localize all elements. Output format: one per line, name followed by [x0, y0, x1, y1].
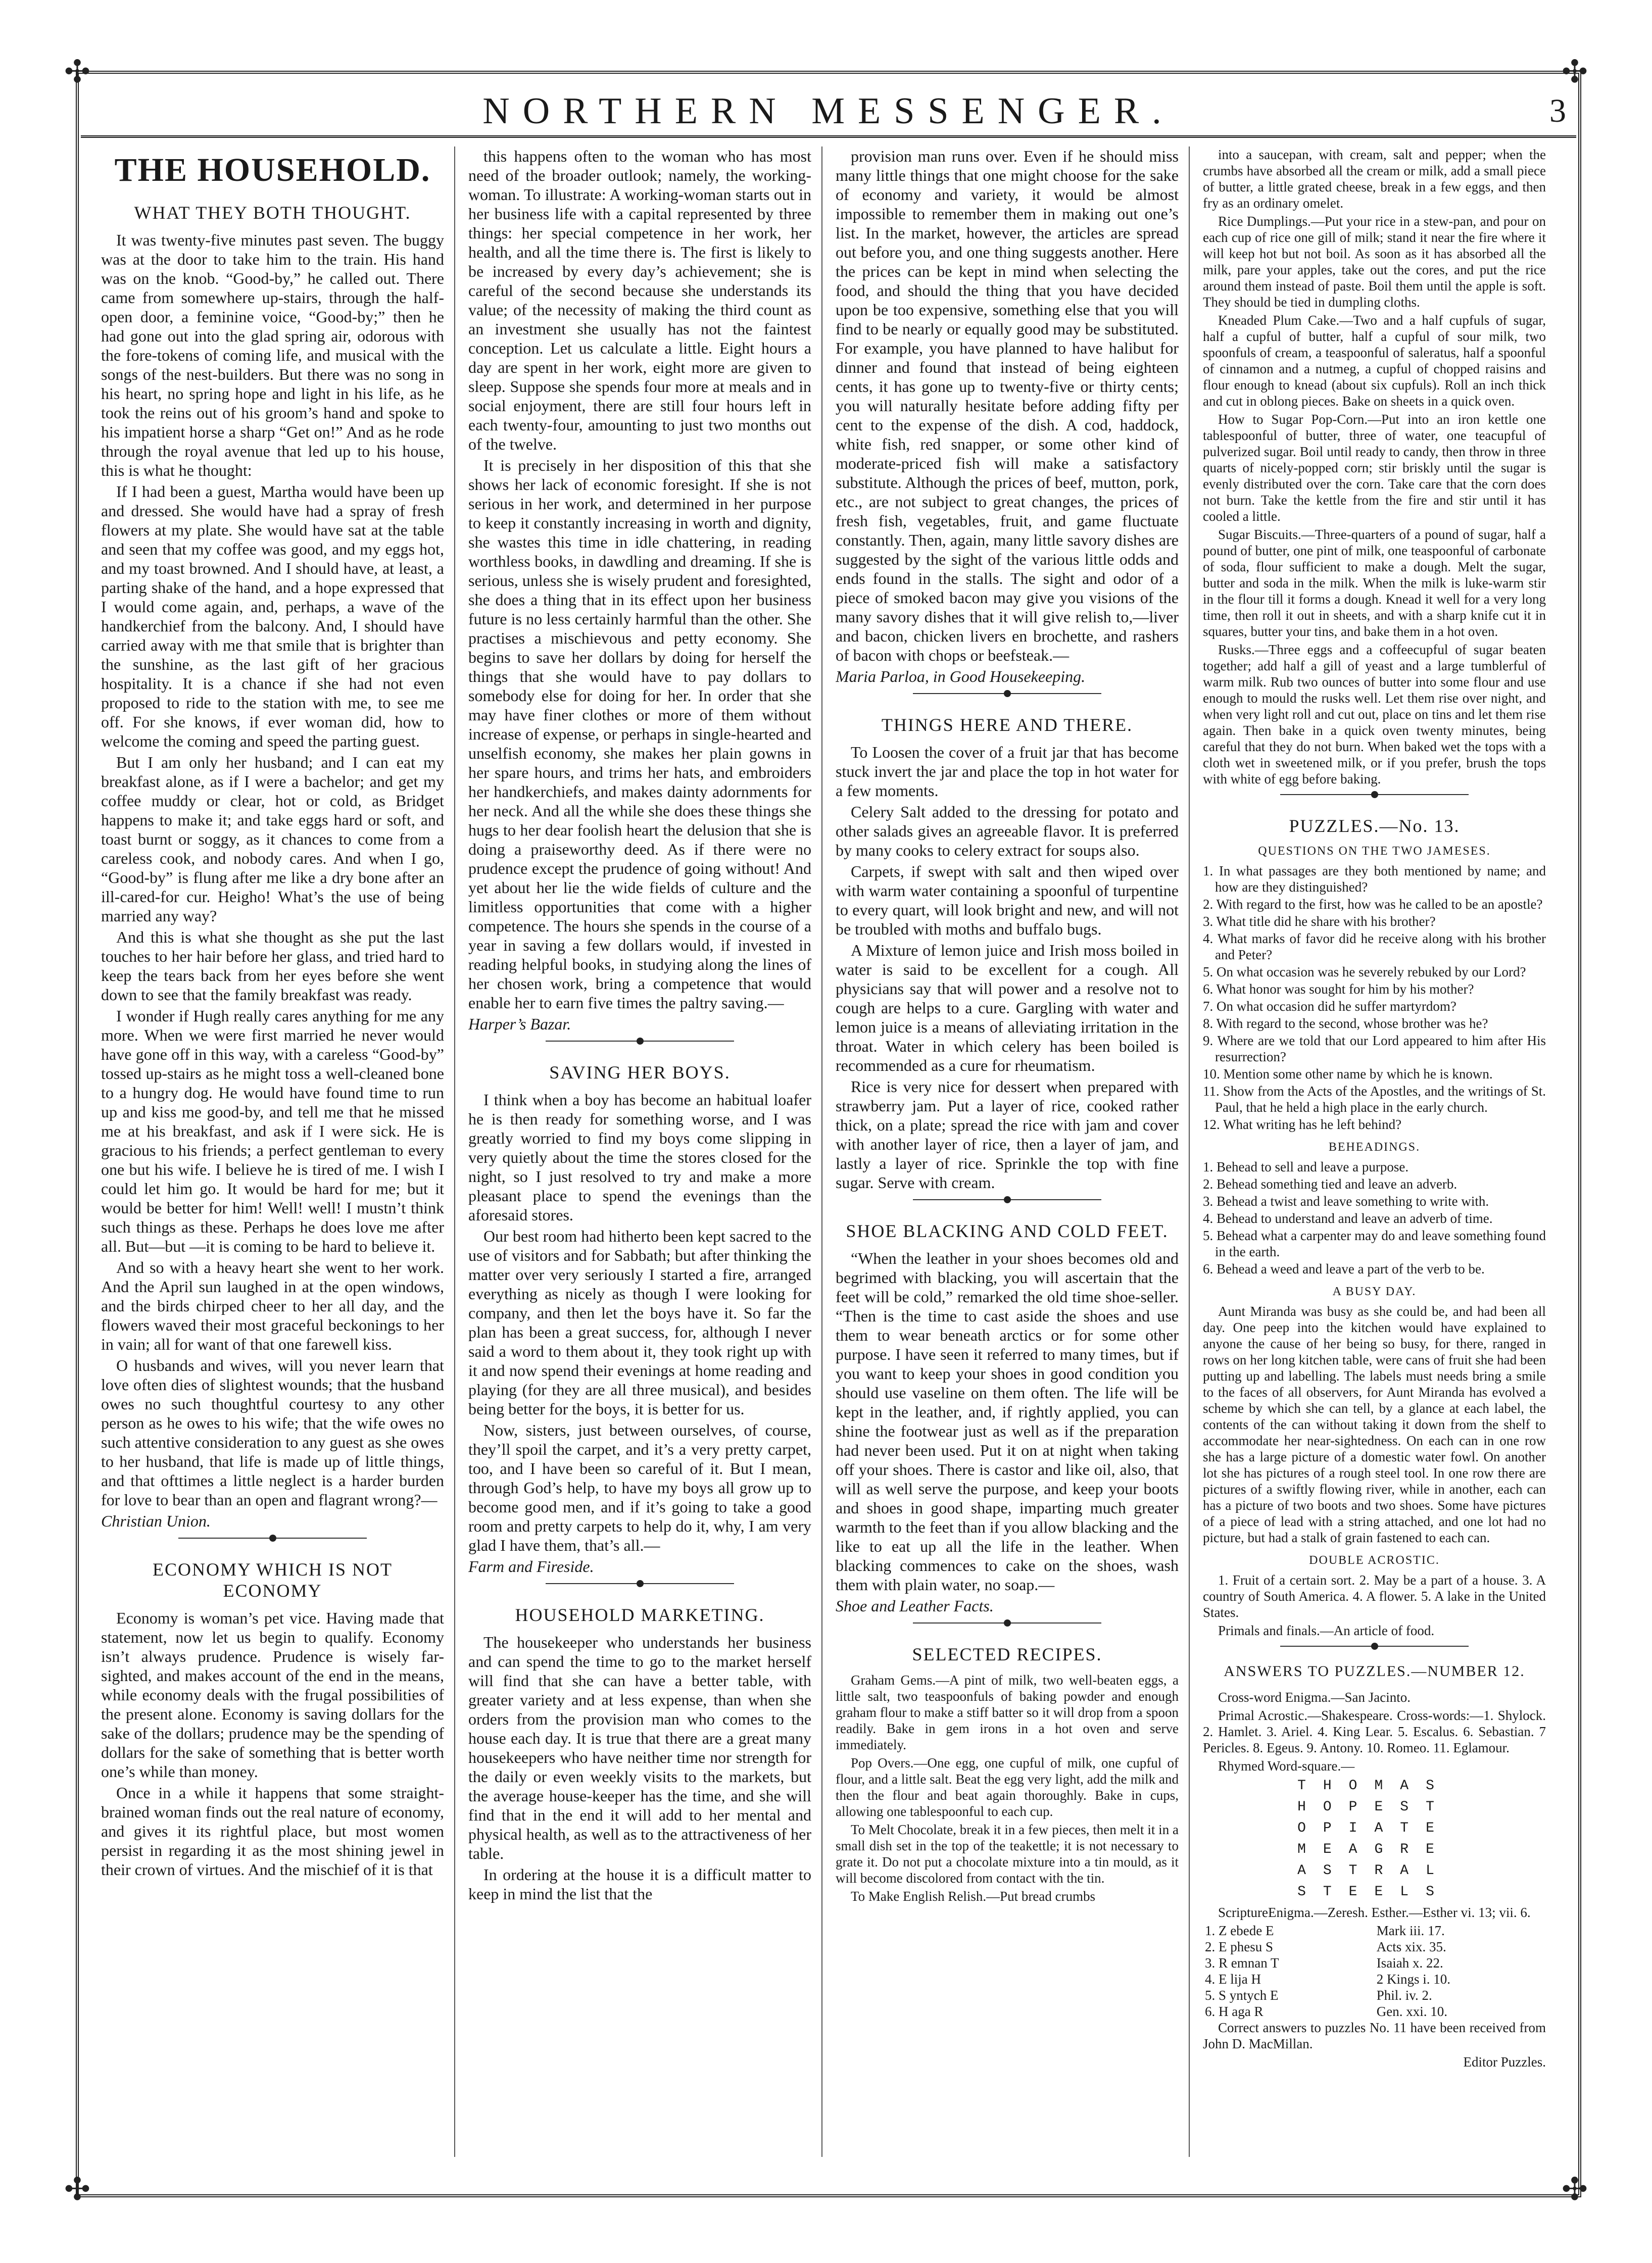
paragraph: Rhymed Word-square.—: [1218, 1758, 1355, 1774]
table-row: [1203, 1923, 1546, 1939]
word-square-row: MEAGRE: [1297, 1842, 1451, 1857]
paragraph: Sugar Biscuits.—Three-quarters of a pound of sugar, half a pound of butter, one pint of milk, one teaspoonful of carbonate of soda, flour sufficient to make a dough. Melt the sugar, butter and soda in the milk. When the milk is luke-warm stir in the flour till it forms a dough. Knead it well for a very long time, then roll it out in sheets, and with a sharp knife cut it in squares, butter your tins, and bake them in a hot oven.: [1203, 527, 1546, 639]
table-cell: Acts xix. 35.: [1376, 1939, 1446, 1954]
paragraph: Cross-word Enigma.—San Jacinto.: [1218, 1690, 1411, 1705]
newspaper-title: NORTHERN MESSENGER.: [482, 90, 1175, 132]
article-credit: Shoe and Leather Facts.: [836, 1597, 994, 1615]
list-item: 6. Behead a weed and leave a part of the verb to be.: [1203, 1261, 1485, 1276]
paragraph: provision man runs over. Even if he should miss many little things that one might choose for the sake of economy and variety, it would be almost impossible to remember them in making out one’s list. In the market, however, the articles are spread out before you, and one thing suggests another. Here the prices can be kept in mind when selecting the food, and should the thing that you have decided upon be too expensive, something else that you will find to be nearly or equally good may be substituted. For example, you have planned to have halibut for dinner and found that instead of being eighteen cents, it has gone up to twenty-five or thirty cents; you will naturally hesitate before adding fifty per cent to the expense of the dish. A cod, haddock, white fish, red snapper, or some other kind of moderate-priced fish will make a satisfactory substitute. Although the prices of beef, mutton, pork, etc., are not subject to great changes, the prices of fresh fish, vegetables, fruit, and game fluctuate constantly. Then, again, many little savory dishes are suggested by the sight of the various little odds and ends found in the stalls. The sight and odor of a piece of smoked bacon may give you visions of the many savory dishes that it will give relish to,—liver and bacon, chicken livers en brochette, and rashers of bacon with chops or beefsteak.—: [836, 147, 1179, 664]
paragraph: And this is what she thought as she put the last touches to her hair before her glass, and tried hard to keep the tears back from her eyes before she went down to see that the family breakfast was ready.: [101, 928, 444, 1004]
answers-title: ANSWERS TO PUZZLES.—NUMBER 12.: [1224, 1663, 1525, 1680]
divider-ornament: [913, 693, 1101, 701]
list-item: 11. Show from the Acts of the Apostles, and the writings of St. Paul, that he held a high place in the early church.: [1203, 1084, 1546, 1115]
list-item: 1. Behead to sell and leave a purpose.: [1203, 1159, 1409, 1174]
paragraph: In ordering at the house it is a difficult matter to keep in mind the list that the: [468, 1865, 811, 1903]
article-body-saving-her-boys: [468, 1090, 811, 1555]
page-number: 3: [1549, 92, 1566, 129]
list-item: 12. What writing has he left behind?: [1203, 1117, 1402, 1132]
paragraph: A Mixture of lemon juice and Irish moss boiled in water is said to be excellent for a cough. All physicians say that will power and a resolve not to cough are helps to a cure. Gargling with water and lemon juice is a means of alleviating irritation in the throat. Water in which celery has been boiled is recommended as a cure for rheumatism.: [836, 941, 1179, 1074]
recipes-continued: [1203, 146, 1546, 787]
table-cell: 3. R emnan T: [1205, 1955, 1279, 1971]
paragraph: Rice Dumplings.—Put your rice in a stew-pan, and pour on each cup of rice one gill of milk; stand it near the fire where it will keep hot but not boil. As soon as it has absorbed all the milk, pare your apples, take out the cores, and put the rice around them instead of paste. Boil them until the apple is soft. They should be tied in dumpling cloths.: [1203, 214, 1546, 310]
article-credit: Farm and Fireside.: [468, 1557, 594, 1576]
paragraph: Kneaded Plum Cake.—Two and a half cupfuls of sugar, half a cupful of butter, half a cupful of sour milk, two spoonfuls of cream, a teaspoonful of saleratus, half a spoonful of cinnamon and a nutmeg, a cupful of chopped raisins and flour enough to knead (about six cupfuls). Roll an inch thick and cut in oblong pieces. Bake on sheets in a quick oven.: [1203, 313, 1546, 409]
paragraph: To Loosen the cover of a fruit jar that has become stuck invert the jar and place the top in hot water for a few moments.: [836, 743, 1179, 800]
article-title-shoe-blacking: SHOE BLACKING AND COLD FEET.: [846, 1221, 1169, 1241]
table-cell: 2. E phesu S: [1205, 1939, 1273, 1954]
list-item: 10. Mention some other name by which he is known.: [1203, 1066, 1493, 1081]
list-item: 4. Behead to understand and leave an adverb of time.: [1203, 1211, 1493, 1226]
paragraph: Primal Acrostic.—Shakespeare. Cross-words:—1. Shylock. 2. Hamlet. 3. Ariel. 4. King Lear. 5. Escalus. 6. Sebastian. 7 Pericles. 8. Egeus. 9. Antony. 10. Romeo. 11. Eglamour.: [1203, 1708, 1546, 1755]
table-row: [1203, 2003, 1546, 2020]
article-credit: Harper’s Bazar.: [468, 1015, 571, 1033]
table-cell: 1. Z ebede E: [1205, 1923, 1274, 1938]
busy-day-text: Aunt Miranda was busy as she could be, and had been all day. One peep into the kitchen would have explained to anyone the cause of her being so busy, for there, ranged in rows on her long kitchen table, were cans of fruit she had been putting up and labelling. The labels must needs bring a smile to the faces of all observers, for Aunt Miranda has evolved a scheme by which she can tell, by a glance at each label, the contents of the can without taking it down from the shelf to accommodate her near-sightedness. On each can in one row she has a large picture of a domestic water fowl. On another lot she has pictures of a rough steel tool. In one row there are pictures of a swiftly flowing river, while in another, each can has a picture of two boots and two shoes. Some have pictures of a piece of lead with a string attached, and one lot had no picture, but had a stalk of grain fastened to each can.: [1203, 1304, 1546, 1545]
table-row: [1203, 1939, 1546, 1955]
paragraph: Now, sisters, just between ourselves, of course, they’ll spoil the carpet, and it’s a very pretty carpet, too, and I have been so careful of it. But I mean, through God’s help, to have my boys all grow up to become good men, and if it’s going to take a good room and pretty carpets to help do it, why, I am very glad I have them, that’s all.—: [468, 1421, 811, 1554]
list-item: 5. Behead what a carpenter may do and leave something found in the earth.: [1203, 1228, 1546, 1259]
paragraph: O husbands and wives, will you never learn that love often dies of slightest wounds; that the husband owes no such thoughtful courtesy to any other person as he owes to his wife; that the wife owes no such attentive consideration to any guest as she owes to her husband, that life is made up of little things, and that ofttimes a little neglect is a harder burden for love to bear than an open and flagrant wrong?—: [101, 1356, 444, 1509]
table-cell: Gen. xxi. 10.: [1376, 2004, 1447, 2019]
article-credit: Maria Parloa, in Good Housekeeping.: [836, 667, 1086, 685]
paragraph: into a saucepan, with cream, salt and pepper; when the crumbs have absorbed all the cream or milk, add a small piece of butter, a little grated cheese, break in a few eggs, and then fry as an ordinary omelet.: [1203, 147, 1546, 211]
puzzles-title: PUZZLES.—No. 13.: [1289, 816, 1460, 836]
divider-ornament: [546, 1583, 734, 1591]
article-title-saving-her-boys: SAVING HER BOYS.: [549, 1062, 731, 1083]
word-square: [1203, 1777, 1546, 1901]
list-item: 3. Behead a twist and leave something to write with.: [1203, 1194, 1489, 1209]
editor-signature: Editor Puzzles.: [1463, 2054, 1546, 2070]
word-square-row: THOMAS: [1297, 1778, 1451, 1794]
divider-ornament: [178, 1538, 367, 1546]
article-body-shoe-blacking: [836, 1249, 1179, 1594]
questions-heading: QUESTIONS ON THE TWO JAMESES.: [1258, 845, 1491, 858]
article-body-things-here-and-there: [836, 743, 1179, 1192]
beheadings-heading: BEHEADINGS.: [1328, 1141, 1421, 1154]
paragraph: Celery Salt added to the dressing for potato and other salads gives an agreeable flavor. It is preferred by many cooks to celery extract for soups also.: [836, 803, 1179, 859]
table-cell: Phil. iv. 2.: [1376, 1988, 1432, 2003]
article-body-household-marketing: [468, 1633, 811, 1903]
paragraph: Our best room had hitherto been kept sacred to the use of visitors and for Sabbath; but after thinking the matter over very seriously I started a fire, arranged everything as nicely as though I were looking for company, and then let the boys have it. So far the plan has been a great success, for, although I never said a word to them about it, they took right up with it and now spend their evenings at home reading and playing (for they are all three musical), and besides being better for the boys, it is better for us.: [468, 1227, 811, 1418]
busy-day-heading: A BUSY DAY.: [1332, 1285, 1417, 1298]
scripture-enigma: ScriptureEnigma.—Zeresh. Esther.—Esther vi. 13; vii. 6.: [1218, 1905, 1531, 1920]
corner-ornament-top-right: ✣: [1562, 55, 1588, 89]
list-item: 5. On what occasion was he severely rebuked by our Lord?: [1203, 964, 1526, 979]
questions-list: [1203, 863, 1546, 1133]
article-body-marketing-continued: [836, 146, 1179, 665]
double-acrostic-note: Primals and finals.—An article of food.: [1218, 1623, 1435, 1638]
article-body-what-they-both-thought: [101, 230, 444, 1509]
paragraph: Pop Overs.—One egg, one cupful of milk, one cupful of flour, and a little salt. Beat the egg very light, add the milk and then the flour and beat again thoroughly. Bake in cups, allowing one tablespoonful to each cup.: [836, 1755, 1179, 1819]
paragraph: Rusks.—Three eggs and a coffeecupful of sugar beaten together; add half a gill of yeast and a large tumblerful of warm milk. Rub two ounces of butter into some flour and use enough to mould the rusks well. Let them rise over night, and when very light roll and cut out, place on tins and let them rise again. Then bake in a quick oven twenty minutes, being careful that they do not burn. When baked wet the tops with a cloth wet in sweetened milk, or if you prefer, brush the tops with white of egg before baking.: [1203, 642, 1546, 786]
paragraph: this happens often to the woman who has most need of the broader outlook; namely, the working-woman. To illustrate: A working-woman starts out in her business life with a capital represented by three things: her special competence in her work, her health, and all the time there is. The first is likely to be increased by every day’s achievement; she is careful of the second because she understands its value; of the necessity of making the third count as an investment she usually has not the faintest conception. Let us calculate a little. Eight hours a day are spent in her work, eight more are given to sleep. Suppose she spends four more at meals and in social enjoyment, there are still four hours left in each twenty-four, amounting to just two months out of the twelve.: [468, 147, 811, 453]
paragraph: How to Sugar Pop-Corn.—Put into an iron kettle one tablespoonful of butter, three of water, one teacupful of pulverized sugar. Boil until ready to candy, then throw in three quarts of nicely-popped corn; stir briskly until the sugar is evenly distributed over the corn. Take care that the corn does not burn. Take the kettle from the fire and stir until it has cooled a little.: [1203, 412, 1546, 524]
paragraph: I wonder if Hugh really cares anything for me any more. When we were first married he never would have gone off in this way, with a careless “Good-by” tossed up-stairs as he might toss a well-cleaned bone to a hungry dog. He would have found time to run up and kiss me good-by, and tell me that he missed me at his breakfast, and ask if I were sick. He is gracious to his friends; a perfect gentleman to every one but his wife. I believe he is tired of me. I wish I could let him go. It would be hard for me; but it would be better for him! Well! well! I mustn’t think such things as these. Perhaps he does love me after all. But—but —it is coming to be hard to believe it.: [101, 1007, 444, 1255]
paragraph: Carpets, if swept with salt and then wiped over with warm water containing a spoonful of turpentine to every quart, will look bright and new, and will not be troubled with moths and buffalo bugs.: [836, 862, 1179, 938]
divider-ornament: [546, 1041, 734, 1049]
list-item: 2. With regard to the first, how was he called to be an apostle?: [1203, 897, 1543, 912]
table-row: [1203, 1971, 1546, 1987]
article-title-economy: ECONOMY WHICH IS NOT ECONOMY: [153, 1559, 393, 1601]
word-square-row: ASTRAL: [1297, 1863, 1451, 1879]
paragraph: Graham Gems.—A pint of milk, two well-beaten eggs, a little salt, two teaspoonfuls of baking powder and enough graham flour to make a stiff batter so it will drop from a spoon readily. Bake in gem irons in a hot oven and serve immediately.: [836, 1672, 1179, 1752]
paragraph: “When the leather in your shoes becomes old and begrimed with blacking, you will ascertain that the feet will be cold,” remarked the old time shoe-seller. “Then is the time to cast aside the shoes and use them to wear beneath arctics or for some other purpose. I have seen it referred to many times, but if you want to keep your shoes in good condition you should use vaseline on them often. The life will be kept in the leather, and, if rightly applied, you can shine the footwear just as well as if the preparation had never been used. Put it on at night when taking off your shoes. There is castor and like oil, also, that will as well serve the purpose, and keep your boots and shoes in good shape, imparting much greater warmth to the feet than if you allow blacking and the like to eat up all the life in the leather. When blacking commences to cake on the shoes, wash them with plain water, no soap.—: [836, 1249, 1179, 1594]
column-4: [1203, 146, 1556, 2157]
article-body-selected-recipes: [836, 1672, 1179, 1904]
corner-ornament-top-left: ✣: [64, 55, 90, 89]
paragraph: Economy is woman’s pet vice. Having made that statement, now let us begin to qualify. Economy isn’t always prudence. Prudence is wisely far-sighted, and makes account of the end in the means, while economy deals with the frugal possibilities of the present alone. Economy is saving dollars for the sake of the dollars; prudence may be the spending of dollars for the sake of something that is better worth one’s while than money.: [101, 1609, 444, 1781]
column-1: [101, 146, 455, 2157]
table-cell: Isaiah x. 22.: [1376, 1955, 1443, 1971]
paragraph: If I had been a guest, Martha would have been up and dressed. She would have had a spray of fresh flowers at my plate. She would have sat at the table and seen that my coffee was good, and my eggs hot, and my toast browned. And I should have, at least, a parting shake of the hand, and a hope expressed that I would come again, and, perhaps, a wave of the handkerchief from the balcony. And, I should have carried away with me that smile that is brighter than the sunshine, as the last gift of her gracious hospitality. It is a chance if she had not even proposed to ride to the station with me, to see me off. For she knows, if ever woman did, how to welcome the coming and speed the parting guest.: [101, 482, 444, 750]
list-item: 8. With regard to the second, whose brother was he?: [1203, 1016, 1488, 1031]
corner-ornament-bottom-left: ✣: [64, 2173, 90, 2207]
article-body-economy-continued: [468, 146, 811, 1012]
masthead: [81, 75, 1576, 138]
word-square-row: STEELS: [1297, 1884, 1451, 1900]
list-item: 6. What honor was sought for him by his mother?: [1203, 981, 1474, 997]
answers-list: [1203, 1689, 1546, 1774]
paragraph: I think when a boy has become an habitual loafer he is then ready for something worse, and I was greatly worried to find my boys come slipping in very quietly about the time the stores closed for the night, so I just resolved to try and make a more pleasant place to spend the evenings than the aforesaid stores.: [468, 1091, 811, 1224]
paragraph: Once in a while it happens that some straight-brained woman finds out the real nature of economy, and gives it its rightful place, but most women persist in regarding it as the most shining jewel in their crown of virtues. And the mischief of it is that: [101, 1784, 444, 1879]
list-item: 1. In what passages are they both mentioned by name; and how are they distinguished?: [1203, 863, 1546, 895]
double-acrostic-text: 1. Fruit of a certain sort. 2. May be a part of a house. 3. A country of South America. 4. A flower. 5. A lake in the United States.: [1203, 1572, 1546, 1620]
table-cell: 5. S yntych E: [1205, 1988, 1279, 2003]
paragraph: To Make English Relish.—Put bread crumbs: [851, 1889, 1096, 1904]
divider-ornament: [1280, 1646, 1469, 1654]
beheadings-list: [1203, 1159, 1546, 1277]
paragraph: It is precisely in her disposition of this that she shows her lack of economic foresight. If she is not serious in her work, and determined in her purpose to keep it constantly increasing in worth and dignity, she wastes this time in idle chattering, in reading worthless books, in dawdling and dreaming. If she is serious, unless she is wisely prudent and foresighted, she does a thing that in its effect upon her business future is no less certainly harmful than the other. She practises a mischievous and petty economy. She begins to save her dollars by doing for herself the things that she would have to pay dollars to somebody else for doing for her. In order that she may have finer clothes or more of them without increase of expense, or perhaps in single-hearted and unselfish economy, she makes her plain gowns in her spare hours, and trims her hats, and embroiders her handkerchiefs, and makes dainty adornments for her neck. And all the while she does these things she hugs to her dear foolish heart the delusion that she is doing a praiseworthy deed. As if there were no prudence except the prudence of going without! And yet about her lie the wide fields of culture and the limitless opportunities that come with a higher competence. The hours she spends in the course of a year in saving a few dollars would, if invested in reading helpful books, in studying along the lines of her chosen work, bring a competence that would enable her to earn five times the paltry saving.—: [468, 456, 811, 1012]
table-cell: 6. H aga R: [1205, 2004, 1264, 2019]
paragraph: It was twenty-five minutes past seven. The buggy was at the door to take him to the train. His hand was on the knob. “Good-by,” he called out. There came from somewhere up-stairs, through the half-open door, a feminine voice, “Good-by;” then he had gone out into the glad spring air, odorous with the fore-tokens of coming life, and musical with the songs of the nest-builders. But there was no song in his heart, no spring hope and light in his life, as he took the reins out of his groom’s hand and spoke to his impatient horse a sharp “Get on!” And as he rode through the royal avenue that led up to his house, this is what he thought:: [101, 231, 444, 479]
divider-ornament: [1280, 794, 1469, 802]
section-title: THE HOUSEHOLD.: [114, 152, 431, 188]
list-item: 3. What title did he share with his brother?: [1203, 914, 1436, 929]
paragraph: Rice is very nice for dessert when prepared with strawberry jam. Put a layer of rice, cooked rather thick, on a plate; spread the rice with jam and cover with another layer of rice, then a layer of jam, and lastly a layer of rice. Sprinkle the top with fine sugar. Serve with cream.: [836, 1077, 1179, 1192]
list-item: 4. What marks of favor did he receive along with his brother and Peter?: [1203, 931, 1546, 962]
word-square-row: OPIATE: [1297, 1821, 1451, 1836]
paragraph: To Melt Chocolate, break it in a few pieces, then melt it in a small dish set in the top of the teakettle; it is not necessary to grate it. Do not put a chocolate mixture into a tin mould, as it will become discolored from contact with the tin.: [836, 1822, 1179, 1886]
list-item: 2. Behead something tied and leave an adverb.: [1203, 1176, 1457, 1192]
article-columns: [101, 146, 1556, 2157]
word-square-row: HOPEST: [1297, 1799, 1451, 1815]
paragraph: And so with a heavy heart she went to her work. And the April sun laughed in at the open windows, and the birds chirped cheer to her all day, and the flowers waved their most graceful beckonings to her in vain; all for want of that one farewell kiss.: [101, 1258, 444, 1353]
article-title-what-they-both-thought: WHAT THEY BOTH THOUGHT.: [134, 203, 411, 223]
table-row: [1203, 1955, 1546, 1971]
list-item: 7. On what occasion did he suffer martyrdom?: [1203, 999, 1456, 1014]
table-row: [1203, 1987, 1546, 2003]
article-title-selected-recipes: SELECTED RECIPES.: [912, 1644, 1102, 1664]
table-cell: 2 Kings i. 10.: [1376, 1972, 1450, 1987]
list-item: 9. Where are we told that our Lord appeared to him after His resurrection?: [1203, 1033, 1546, 1064]
table-cell: 4. E lija H: [1205, 1972, 1261, 1987]
column-3: [836, 146, 1190, 2157]
article-body-economy: [101, 1608, 444, 1879]
article-title-household-marketing: HOUSEHOLD MARKETING.: [515, 1605, 765, 1625]
divider-ornament: [913, 1199, 1101, 1207]
double-acrostic-heading: DOUBLE ACROSTIC.: [1309, 1554, 1440, 1567]
paragraph: But I am only her husband; and I can eat my breakfast alone, as if I were a bachelor; and get my coffee muddy or clear, hot or cold, as Bridget happens to make it; and take eggs hard or soft, and toast burnt or soggy, as it chances to come from a careless cook, and nobody cares. And when I go, “Good-by” is flung after me like a dry bone after an ill-cared-for cur. Heigho! What’s the use of being married any way?: [101, 753, 444, 925]
divider-ornament: [913, 1622, 1101, 1631]
article-title-things-here-and-there: THINGS HERE AND THERE.: [881, 715, 1133, 735]
corner-ornament-bottom-right: ✣: [1562, 2173, 1588, 2207]
article-credit: Christian Union.: [101, 1512, 211, 1530]
table-cell: Mark iii. 17.: [1376, 1923, 1445, 1938]
column-2: [468, 146, 822, 2157]
paragraph: The housekeeper who understands her business and can spend the time to go to the market herself will find that she can have a better table, with greater variety and at less expense, than when she orders from the provision man who comes to the house each day. It is true that there are a great many housekeepers who have neither time nor strength for the daily or even weekly visits to the markets, but the average house-keeper has the time, and she will find that in the end it will add to her mental and physical health, as well as to the attractiveness of her table.: [468, 1633, 811, 1862]
correct-answers-note: Correct answers to puzzles No. 11 have been received from John D. MacMillan.: [1203, 2020, 1546, 2051]
acrostic-answer-table: [1203, 1923, 1546, 2020]
